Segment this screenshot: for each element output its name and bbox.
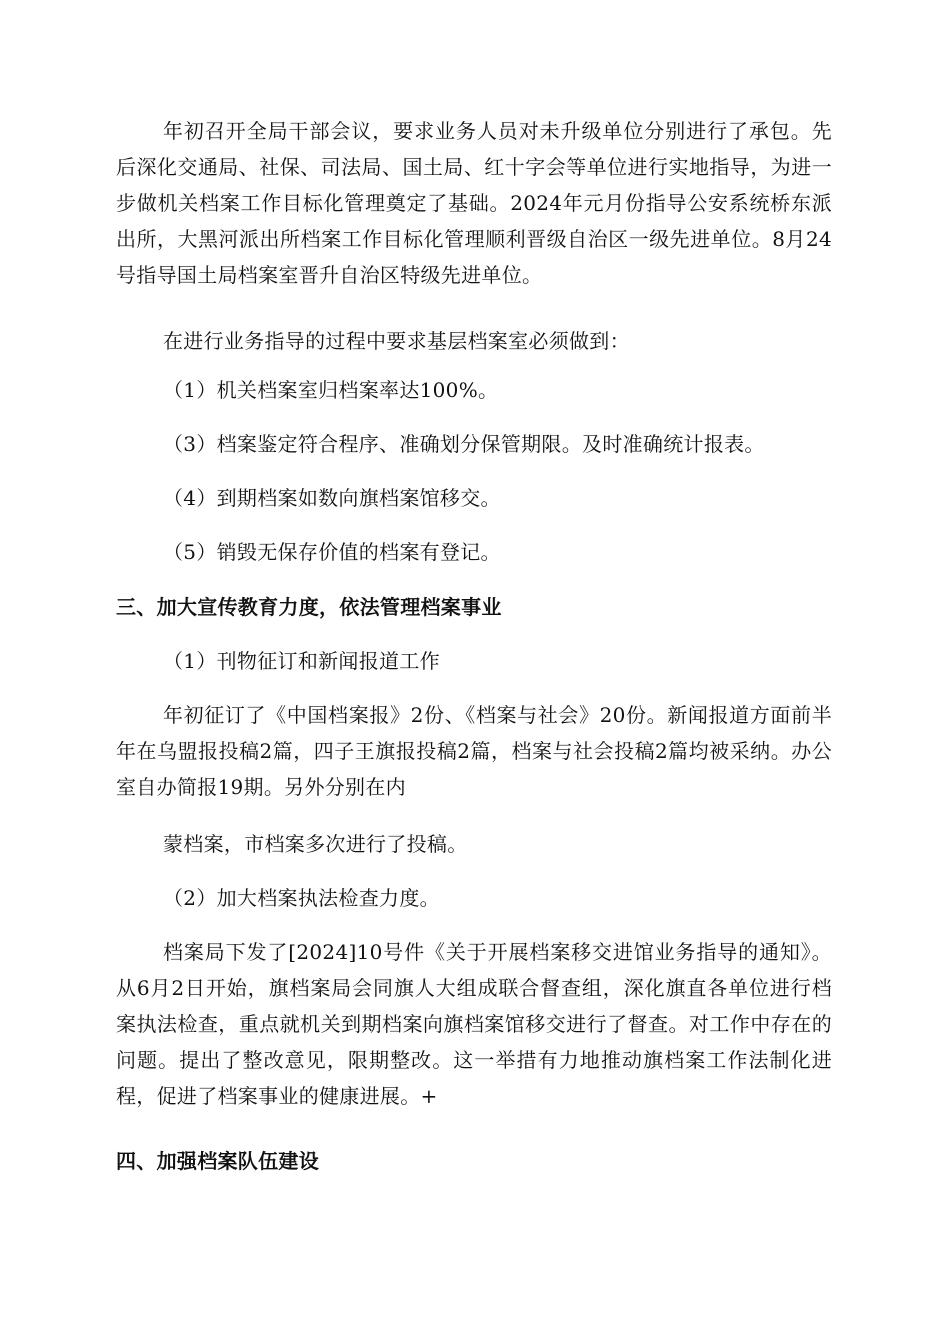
list-item: （4）到期档案如数向旗档案馆移交。 xyxy=(163,486,501,510)
list-item: （1）机关档案室归档案率达100%。 xyxy=(163,378,499,402)
list-item: （5）销毁无保存价值的档案有登记。 xyxy=(163,540,501,564)
subheading-enforcement: （2）加大档案执法检查力度。 xyxy=(163,886,440,910)
section-heading-3: 三、加大宣传教育力度，依法管理档案事业 xyxy=(116,595,502,619)
paragraph-guidance: 年初召开全局干部会议，要求业务人员对未升级单位分别进行了承包。先后深化交通局、社保、司法局、国土局、红十字会等单位进行实地指导，为进一步做机关档案工作目标化管理奠定了基础。2024年元月份指导公安系统桥东派出所，大黑河派出所档案工作目标化管理顺利晋级自治区一级先进单位。8月24号指导国土局档案室晋升自治区特级先进单位。 xyxy=(116,119,832,287)
section-heading-4: 四、加强档案队伍建设 xyxy=(116,1149,319,1173)
paragraph-enforcement: 档案局下发了[2024]10号件《关于开展档案移交进馆业务指导的通知》。从6月2日开始，旗档案局会同旗人大组成联合督查组，深化旗直各单位进行档案执法检查，重点就机关到期档案向旗档案馆移交进行了督查。对工作中存在的问题。提出了整改意见，限期整改。这一举措有力地推动旗档案工作法制化进程，促进了档案事业的健康进展。+ xyxy=(116,940,832,1108)
paragraph-publications: 年初征订了《中国档案报》2份、《档案与社会》20份。新闻报道方面前半年在乌盟报投稿2篇，四子王旗报投稿2篇，档案与社会投稿2篇均被采纳。办公室自办简报19期。另外分别在内 xyxy=(116,703,832,799)
subheading-publications: （1）刊物征订和新闻报道工作 xyxy=(163,649,440,673)
paragraph-requirements-intro: 在进行业务指导的过程中要求基层档案室必须做到： xyxy=(163,329,630,353)
paragraph-publications-continued: 蒙档案，市档案多次进行了投稿。 xyxy=(163,832,468,856)
list-item: （3）档案鉴定符合程序、准确划分保管期限。及时准确统计报表。 xyxy=(163,432,765,456)
